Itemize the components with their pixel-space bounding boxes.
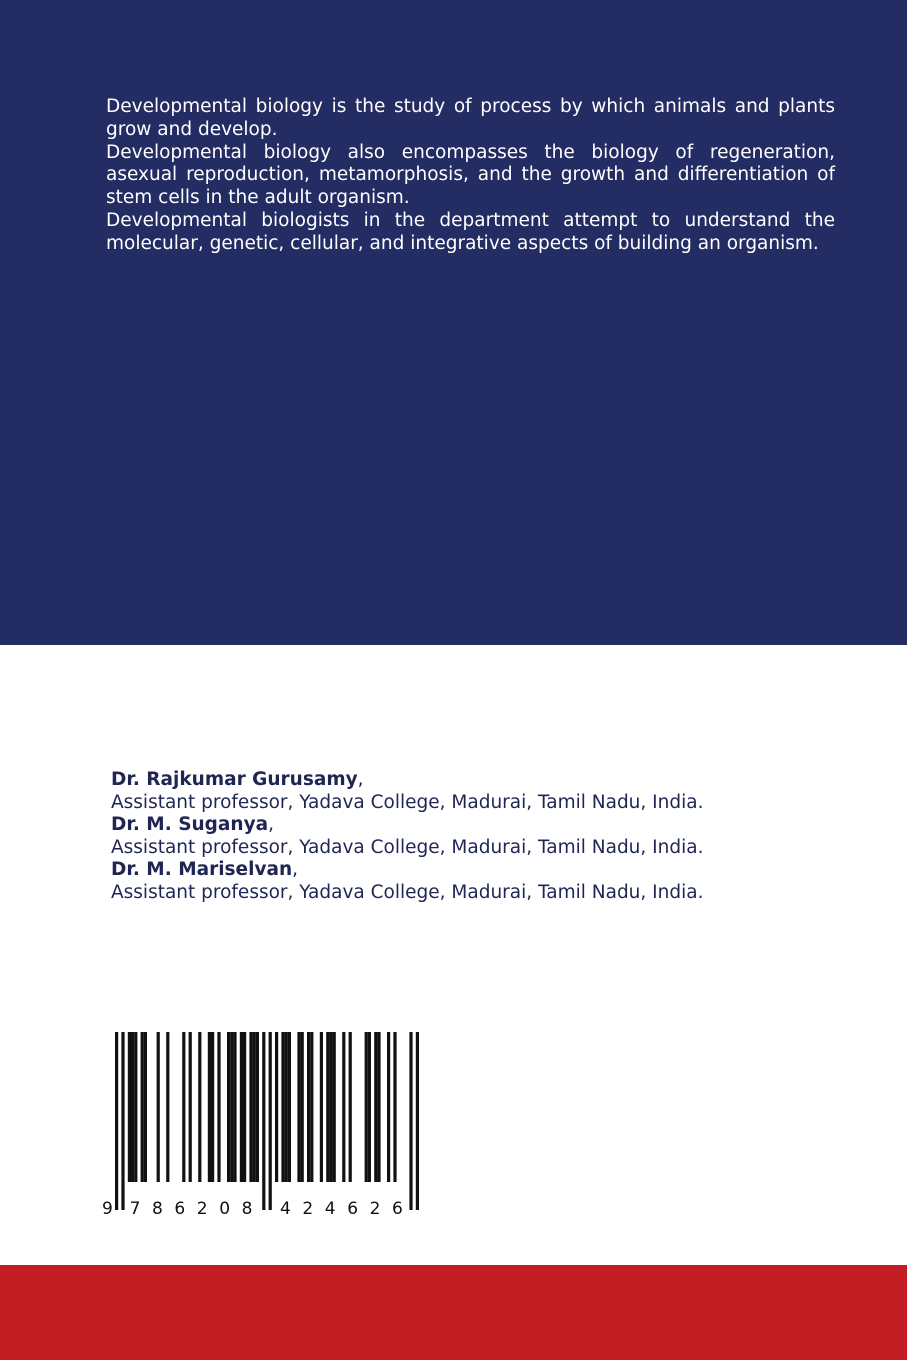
author-affiliation: Assistant professor, Yadava College, Madurai, Tamil Nadu, India.	[111, 791, 704, 813]
author-entry	[111, 859, 811, 882]
barcode-digit: 6	[347, 1199, 359, 1219]
bottom-color-band	[0, 1265, 907, 1360]
barcode-bar	[262, 1032, 265, 1210]
barcode-bar	[233, 1032, 236, 1182]
barcode-bar	[211, 1032, 214, 1182]
barcode-digit: 7	[129, 1199, 141, 1219]
back-cover-blurb	[106, 96, 835, 256]
barcode-bar	[134, 1032, 137, 1182]
barcode-bar	[329, 1032, 332, 1182]
barcode-bar	[217, 1032, 220, 1182]
barcode-bar	[249, 1032, 252, 1182]
barcode-bar	[377, 1032, 380, 1182]
author-entry	[111, 769, 811, 792]
barcode-digit: 9	[102, 1199, 113, 1219]
author-separator: ,	[268, 814, 275, 836]
barcode-bar	[128, 1032, 131, 1182]
barcode-bar	[349, 1032, 352, 1182]
barcode-bar	[301, 1032, 304, 1182]
barcode-bar	[121, 1032, 124, 1210]
barcode-bar	[374, 1032, 377, 1182]
author-affiliation: Assistant professor, Yadava College, Madurai, Tamil Nadu, India.	[111, 836, 704, 858]
author-entry	[111, 814, 811, 837]
barcode-bar	[368, 1032, 371, 1182]
author-separator: ,	[292, 859, 299, 881]
barcode-bar	[275, 1032, 278, 1182]
barcode-bar	[307, 1032, 310, 1182]
barcode-bar	[310, 1032, 313, 1182]
barcode-digit: 6	[392, 1199, 403, 1219]
barcode-digit: 0	[219, 1199, 231, 1219]
author-list	[111, 769, 811, 905]
barcode-bar	[141, 1032, 144, 1182]
barcode-bar	[281, 1032, 284, 1182]
author-name: Dr. Rajkumar Gurusamy	[111, 769, 358, 790]
barcode-bar	[253, 1032, 256, 1182]
barcode-bar	[230, 1032, 233, 1182]
blurb-panel	[0, 0, 907, 645]
barcode-bar	[227, 1032, 230, 1182]
barcode-bar	[320, 1032, 323, 1182]
author-affiliation: Assistant professor, Yadava College, Madurai, Tamil Nadu, India.	[111, 881, 704, 903]
barcode-bar	[365, 1032, 368, 1182]
barcode-digit: 4	[324, 1199, 336, 1219]
barcode-bar	[342, 1032, 345, 1182]
barcode-bar	[387, 1032, 390, 1182]
author-separator: ,	[357, 769, 364, 790]
author-name: Dr. M. Suganya	[111, 814, 269, 836]
barcode-digit: 4	[280, 1199, 291, 1219]
barcode-bar	[326, 1032, 329, 1182]
barcode-bar	[243, 1032, 246, 1182]
barcode-bar	[393, 1032, 396, 1182]
blurb-paragraph: Developmental biologists in the department attempt to understand the molecular, genetic, cellular, and integrative aspects of building an organism.	[106, 209, 835, 254]
barcode-bar	[208, 1032, 211, 1182]
barcode-bar	[144, 1032, 147, 1182]
barcode-digit: 8	[241, 1199, 253, 1219]
author-name: Dr. M. Mariselvan	[111, 859, 293, 881]
barcode-bar	[198, 1032, 201, 1182]
barcode-bar	[416, 1032, 419, 1210]
barcode-bar	[285, 1032, 288, 1182]
barcode-bars	[102, 1032, 422, 1212]
barcode-bar	[297, 1032, 300, 1182]
barcode-bar	[256, 1032, 259, 1182]
barcode-bar	[182, 1032, 185, 1182]
barcode-digit: 2	[196, 1199, 208, 1219]
barcode-digit: 2	[302, 1199, 314, 1219]
barcode-digit: 6	[174, 1199, 186, 1219]
barcode-bar	[288, 1032, 291, 1182]
barcode-bar	[131, 1032, 134, 1182]
barcode-bar	[157, 1032, 160, 1182]
barcode-bar	[333, 1032, 336, 1182]
barcode-digit: 8	[152, 1199, 163, 1219]
barcode-bar	[166, 1032, 169, 1182]
blurb-paragraph: Developmental biology also encompasses the biology of regeneration, asexual reproduction, metamorphosis, and the growth and differentiation of stem cells in the adult organism.	[106, 141, 835, 209]
blurb-paragraph: Developmental biology is the study of process by which animals and plants grow and develop.	[106, 96, 835, 140]
barcode-bar	[269, 1032, 272, 1210]
barcode-bar	[409, 1032, 412, 1210]
barcode-bar	[240, 1032, 243, 1182]
isbn-barcode	[102, 1032, 422, 1222]
barcode-digit: 2	[369, 1199, 381, 1219]
barcode-bar	[115, 1032, 118, 1210]
barcode-bar	[189, 1032, 192, 1182]
